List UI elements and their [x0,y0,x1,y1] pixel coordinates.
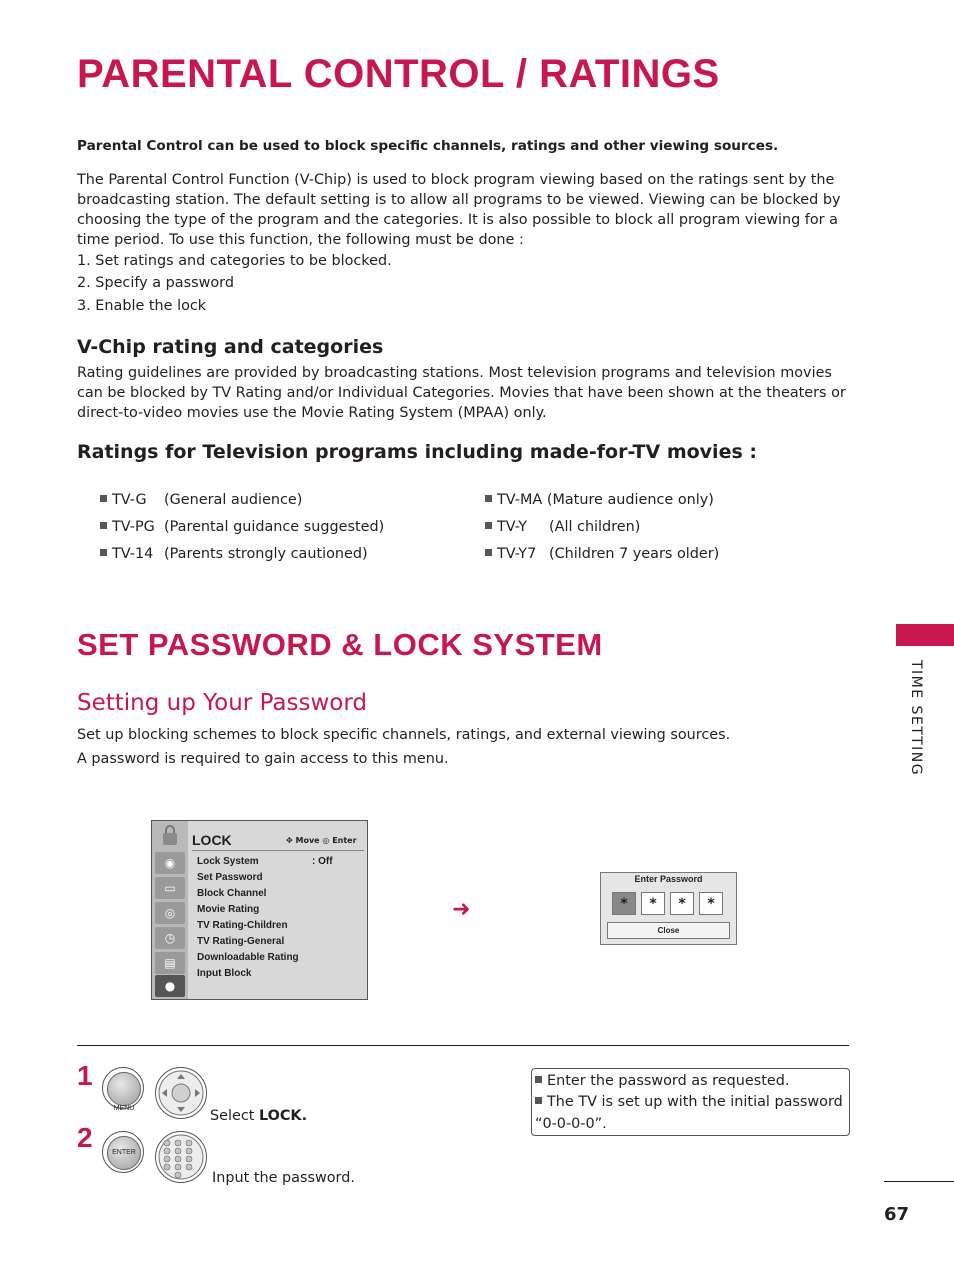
bullet-icon [100,495,107,502]
bullet-icon [100,549,107,556]
side-tab-marker [896,624,954,646]
menu-hint: ✥ Move ◎ Enter [286,836,357,845]
section-divider [77,1045,849,1046]
password-dialog [600,872,737,945]
page-title: PARENTAL CONTROL / RATINGS [77,52,720,96]
menu-divider [192,850,364,851]
step-number-2: 2 [77,1122,93,1153]
lock-menu-screen [151,820,368,1000]
menu-item-lock-system[interactable]: Lock System : Off [197,856,333,867]
note-item: The TV is set up with the initial password “0-0-0-0”. [535,1094,843,1132]
steps-item-1: 1. Set ratings and categories to be blocked. [77,253,392,269]
enter-button[interactable] [102,1131,144,1173]
close-button[interactable]: Close [607,922,730,939]
rating-item: TV-G (General audience) [100,492,302,508]
bullet-icon [535,1076,542,1083]
page-number-rule [884,1181,954,1182]
steps-item-3: 3. Enable the lock [77,298,207,314]
section-subtitle: Setting up Your Password [77,690,367,716]
move-icon: ✥ [286,836,293,845]
audio-icon: ◎ [155,902,185,924]
menu-item-input-block[interactable]: Input Block [197,968,252,979]
menu-button-face [107,1072,141,1106]
menu-item-tv-rating-children[interactable]: TV Rating-Children [197,920,288,931]
step2-text: Input the password. [212,1170,355,1186]
intro-body: The Parental Control Function (V-Chip) is used to block program viewing based on the ratings sent by the broadcasting station. The default setting is to allow all programs to be viewed. Viewing can be blocked by choosing the type of the program and the categories. It is also possible to block all program viewing for a time period. To use this function, the following must be done : [77,172,841,248]
arrow-right-icon: ➜ [452,897,471,922]
menu-item-block-channel[interactable]: Block Channel [197,888,267,899]
vchip-body: Rating guidelines are provided by broadcasting stations. Most television programs and television movies can be blocked by TV Rating and/or Individual Categories. Movies that have been shown at the theaters or direct-to-video movies use the Movie Rating System (MPAA) only. [77,365,846,421]
menu-icon-column [152,821,188,999]
section-line-1: Set up blocking schemes to block specific channels, ratings, and external viewing sources. [77,727,731,743]
section-line-2: A password is required to gain access to this menu. [77,751,449,767]
rating-item: TV-MA (Mature audience only) [485,492,714,508]
menu-item-set-password[interactable]: Set Password [197,872,263,883]
bullet-icon [100,522,107,529]
rating-item: TV-Y (All children) [485,519,640,535]
password-digit-1[interactable]: * [612,892,636,915]
section-title: SET PASSWORD & LOCK SYSTEM [77,627,603,662]
password-digit-4[interactable]: * [699,892,723,915]
bullet-icon [485,495,492,502]
menu-button[interactable] [102,1067,144,1112]
time-icon: ◷ [155,927,185,949]
password-dialog-title: Enter Password [634,874,703,884]
ratings-heading: Ratings for Television programs including made-for-TV movies : [77,441,757,463]
rating-item: TV-14 (Parents strongly cautioned) [100,546,368,562]
number-keypad-icon[interactable] [155,1131,207,1183]
password-digit-2[interactable]: * [641,892,665,915]
steps-item-2: 2. Specify a password [77,275,234,291]
menu-button-label: MENU [113,1105,135,1112]
menu-item-downloadable-rating[interactable]: Downloadable Rating [197,952,299,963]
vchip-heading: V-Chip rating and categories [77,336,384,358]
menu-item-tv-rating-general[interactable]: TV Rating-General [197,936,285,947]
picture-icon: ▭ [155,877,185,899]
side-section-label: TIME SETTING [908,660,924,777]
padlock-icon [162,824,178,846]
menu-title: LOCK [192,832,232,848]
note-item: Enter the password as requested. [535,1069,845,1093]
option-icon: ▤ [155,952,185,974]
navigation-pad-icon[interactable] [155,1067,207,1119]
menu-item-movie-rating[interactable]: Movie Rating [197,904,260,915]
notes-box [531,1068,850,1136]
page-number: 67 [884,1204,910,1225]
step1-text: Select LOCK. [210,1108,308,1124]
menu-list [197,854,333,982]
bullet-icon [485,549,492,556]
intro-bold: Parental Control can be used to block specific channels, ratings and other viewing sources. [77,138,779,154]
enter-icon: ◎ [322,836,330,845]
step-number-1: 1 [77,1060,93,1091]
channel-icon: ◉ [155,852,185,874]
rating-item: TV-PG (Parental guidance suggested) [100,519,384,535]
lock-icon: ● [155,975,185,997]
bullet-icon [485,522,492,529]
bullet-icon [535,1097,542,1104]
rating-item: TV-Y7 (Children 7 years older) [485,546,719,562]
enter-button-label: ENTER [112,1149,136,1156]
password-digit-3[interactable]: * [670,892,694,915]
